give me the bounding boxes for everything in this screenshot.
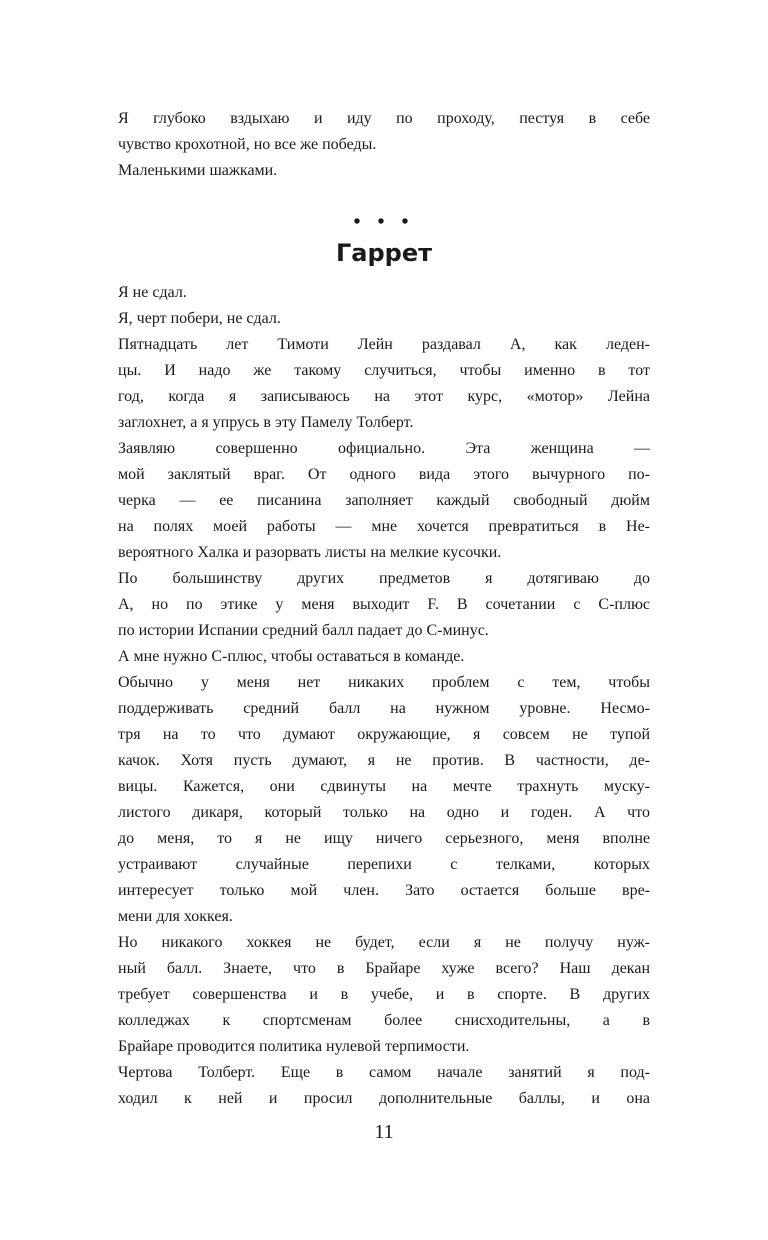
text-line: Брайаре проводится политика нулевой терпимости.: [118, 1038, 470, 1055]
text-line: вицы. Кажется, они сдвинуты на мечте трахнуть муску-: [118, 778, 650, 795]
text-line: цы. И надо же такому случиться, чтобы именно в тот: [118, 362, 650, 379]
paragraph: [118, 570, 650, 648]
text-line: Заявляю совершенно официально. Эта женщина —: [118, 440, 650, 457]
text-line: устраивают случайные перепихи с телками, которых: [118, 856, 650, 873]
text-line: до меня, то я не ищу ничего серьезного, меня вполне: [118, 830, 650, 847]
chapter-heading: Гаррет: [335, 239, 433, 267]
text-line: заглохнет, а я упрусь в эту Памелу Толберт.: [118, 414, 414, 431]
paragraph: [118, 934, 650, 1064]
text-line: Пятнадцать лет Тимоти Лейн раздавал А, как леден-: [118, 336, 650, 353]
text-line: колледжах к спортсменам более снисходительны, а в: [118, 1012, 650, 1029]
paragraph: [118, 284, 650, 310]
text-line: качок. Хотя пусть думают, я не против. В частности, де-: [118, 752, 650, 769]
text-line: А мне нужно С-плюс, чтобы оставаться в команде.: [118, 648, 465, 665]
paragraph: [118, 162, 650, 188]
text-line: поддерживать средний балл на нужном уровне. Несмо-: [118, 700, 650, 717]
text-line: мой заклятый враг. От одного вида этого вычурного по-: [118, 466, 650, 483]
text-line: Я глубоко вздыхаю и иду по проходу, пестуя в себе: [118, 110, 650, 127]
text-line: А, но по этике у меня выходит F. В сочетании с С-плюс: [118, 596, 650, 613]
text-line: по истории Испании средний балл падает до С-минус.: [118, 622, 489, 639]
paragraph: [118, 1064, 650, 1116]
text-line: ный балл. Знаете, что в Брайаре хуже всего? Наш декан: [118, 960, 650, 977]
paragraph: [118, 440, 650, 570]
text-line: на полях моей работы — мне хочется превратиться в Не-: [118, 518, 650, 535]
opening-paragraph: [118, 110, 650, 162]
text-line: Обычно у меня нет никаких проблем с тем, чтобы: [118, 674, 650, 691]
text-line: Но никакого хоккея не будет, если я не получу нуж-: [118, 934, 650, 951]
text-line: Я не сдал.: [118, 284, 187, 301]
page-content: [118, 110, 650, 1116]
text-line: тря на то что думают окружающие, я совсем не тупой: [118, 726, 650, 743]
text-line: Я, черт побери, не сдал.: [118, 310, 281, 327]
text-line: мени для хоккея.: [118, 908, 233, 925]
scene-break-separator: • • •: [353, 211, 415, 233]
paragraph: [118, 674, 650, 934]
text-line: черка — ее писанина заполняет каждый свободный дюйм: [118, 492, 650, 509]
paragraph: [118, 648, 650, 674]
paragraph: [118, 310, 650, 336]
text-line: интересует только мой член. Зато остается больше вре-: [118, 882, 650, 899]
text-line: год, когда я записываюсь на этот курс, «мотор» Лейна: [118, 388, 650, 405]
text-line: Чертова Толберт. Еще в самом начале занятий я под-: [118, 1064, 650, 1081]
text-line: По большинству других предметов я дотягиваю до: [118, 570, 650, 587]
text-line: чувство крохотной, но все же победы.: [118, 136, 377, 153]
paragraph: [118, 336, 650, 440]
text-line: Маленькими шажками.: [118, 162, 278, 179]
text-line: вероятного Халка и разорвать листы на мелкие кусочки.: [118, 544, 502, 561]
text-line: ходил к ней и просил дополнительные баллы, и она: [118, 1090, 650, 1107]
text-line: листого дикаря, который только на одно и годен. А что: [118, 804, 650, 821]
text-line: требует совершенства и в учебе, и в спорте. В других: [118, 986, 650, 1003]
page-number: 11: [374, 1121, 394, 1143]
